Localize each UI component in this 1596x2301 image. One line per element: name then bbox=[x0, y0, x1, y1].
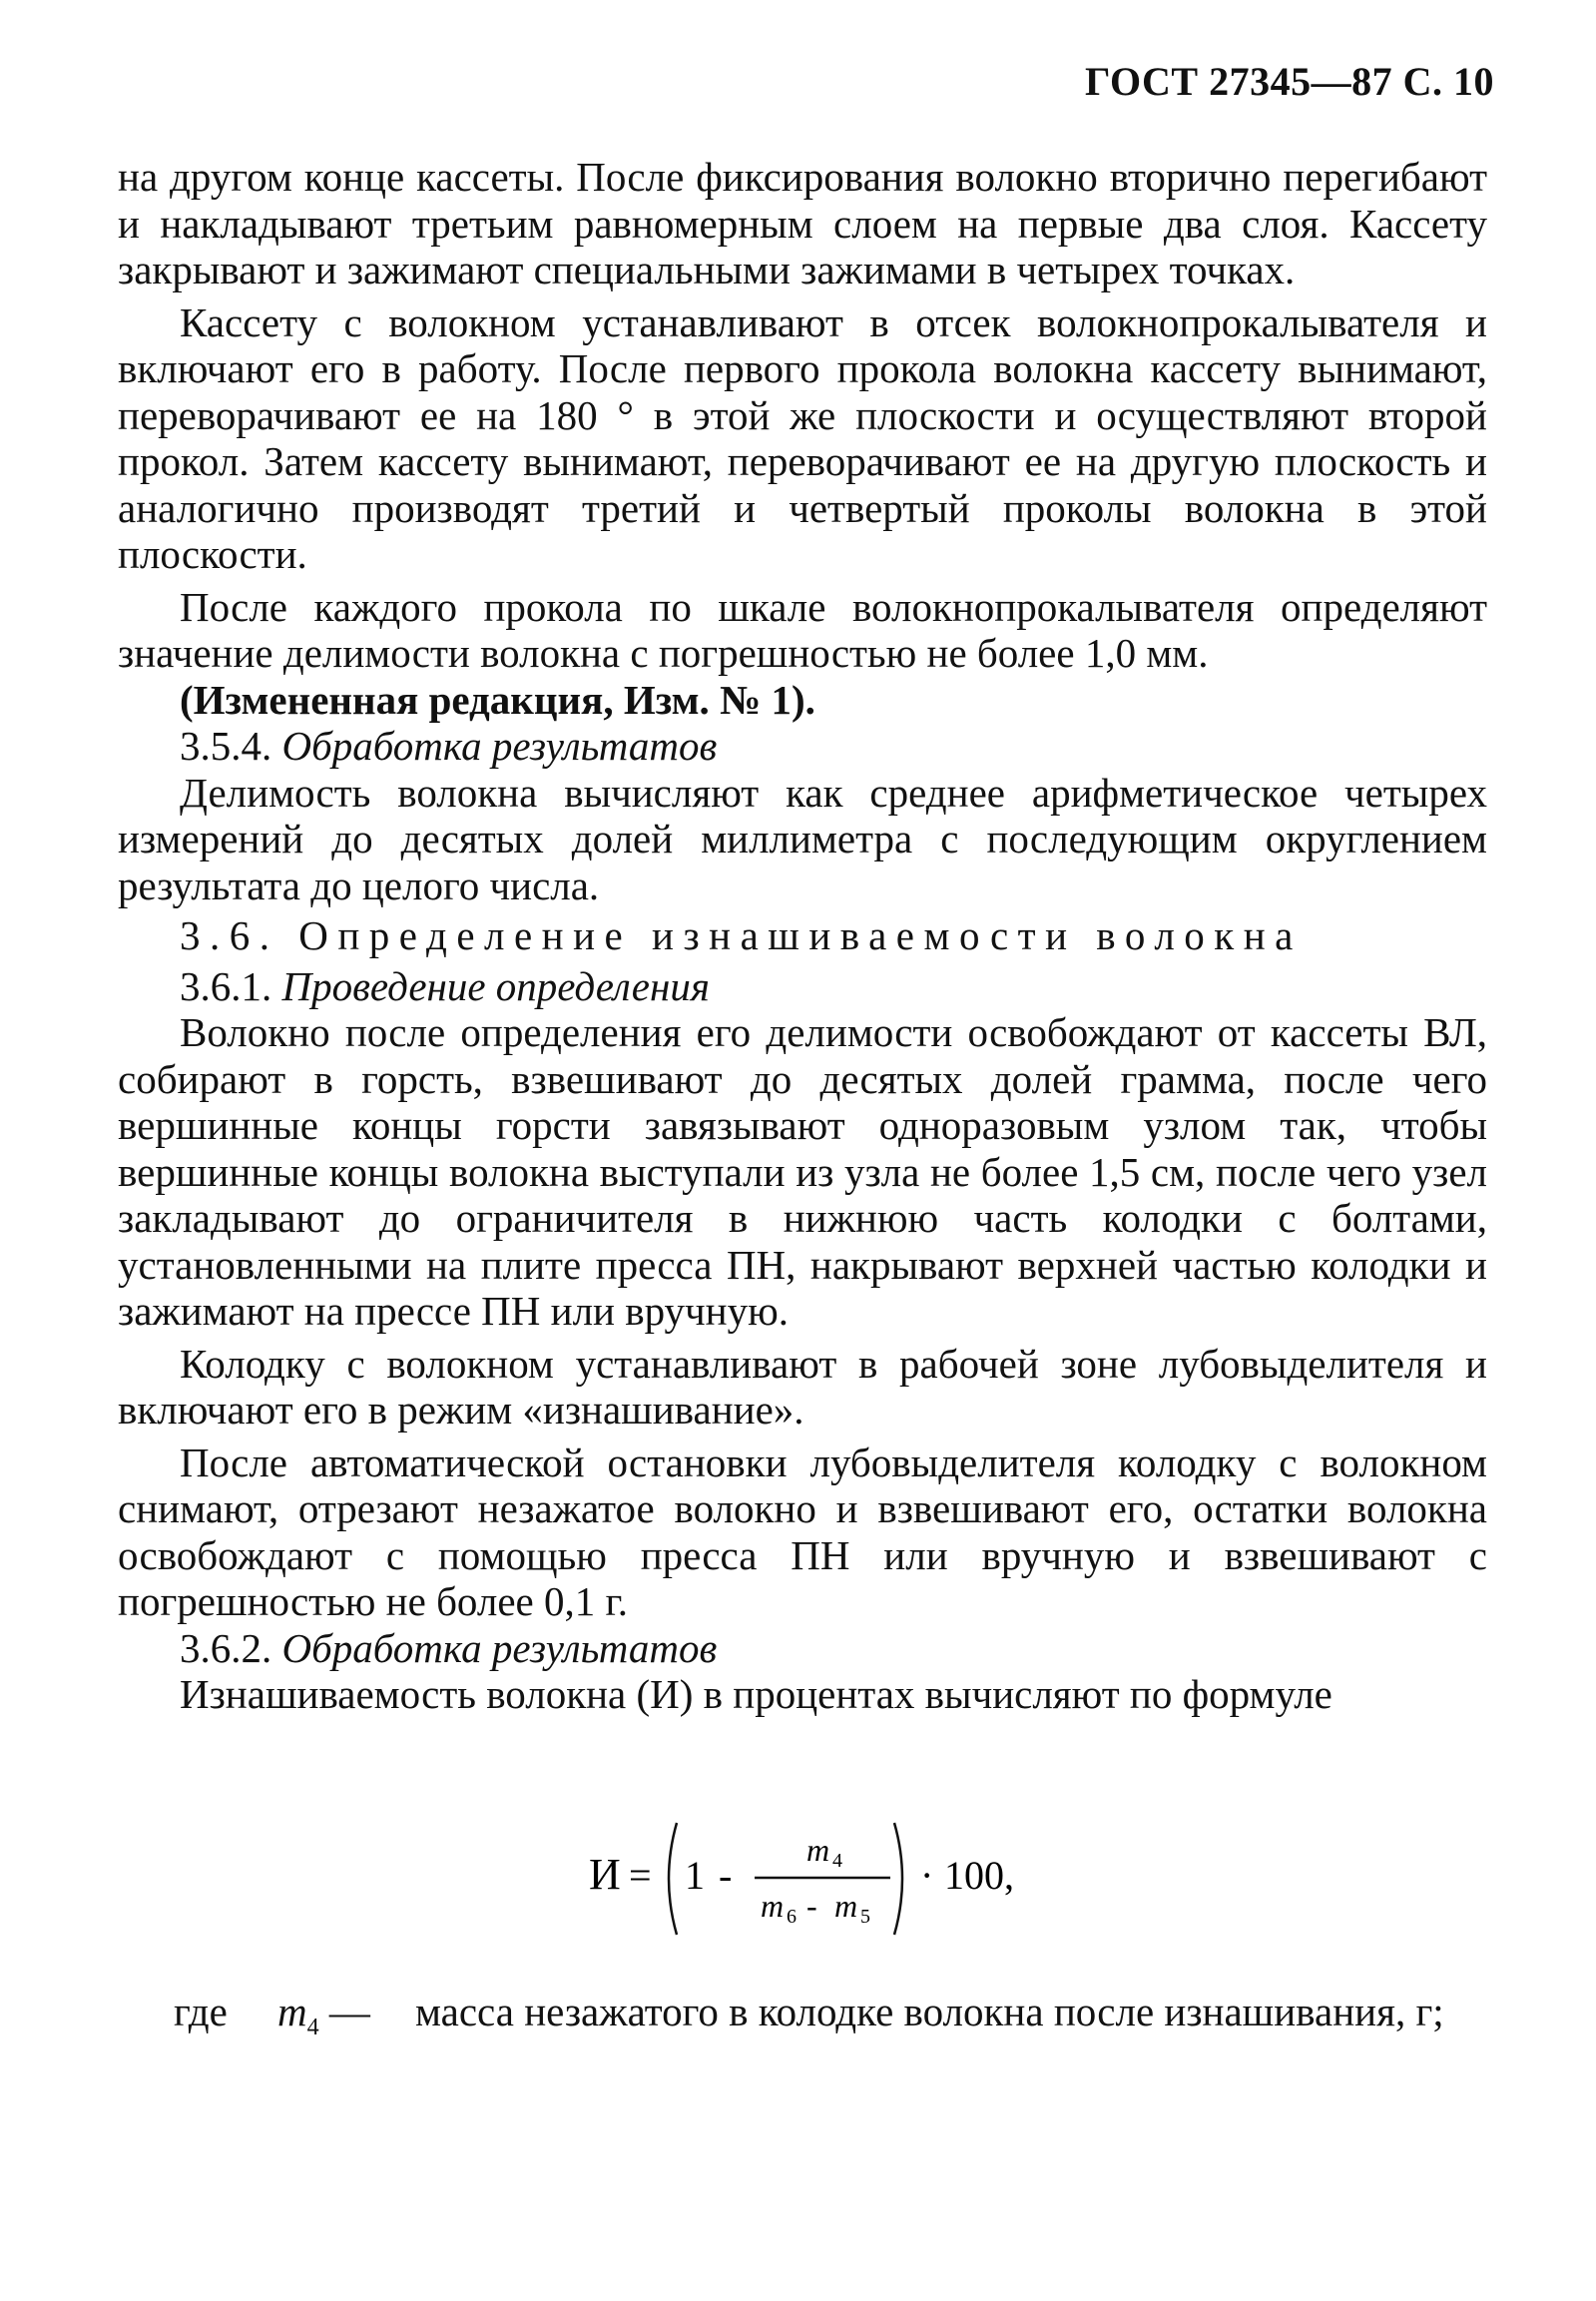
subsection-heading-3-6-2 bbox=[118, 1625, 1487, 1672]
paragraph: Кассету с волокном устанавливают в отсек волокнопрокалывателя и включают его в работу. После первого прокола волокна кассету вынимают, переворачивают ее на 180 ° в этой же плоскости и осуществляют второй прокол. Затем кассету вынимают, переворачивают ее на другую плоскость и аналогично производят третий и четвертый проколы волокна в этой плоскости. bbox=[118, 298, 1487, 577]
formula-one: 1 bbox=[685, 1853, 705, 1898]
formula-graphic bbox=[589, 1809, 1108, 1949]
subsection-number: 3.6.2. bbox=[180, 1624, 272, 1671]
paragraph: После автоматической остановки лубовыделителя колодку с волокном снимают, отрезают незажатое волокно и взвешивают его, остатки волокна освобождают с помощью пресса ПН или вручную и взвешивают с погрешностью не более 0,1 г. bbox=[118, 1438, 1487, 1624]
section-heading-3-6: 3.6. Определение изнашиваемости волокна bbox=[180, 912, 1303, 958]
left-paren bbox=[669, 1823, 677, 1935]
document-body bbox=[118, 154, 1487, 1718]
formula-minus: - bbox=[719, 1853, 733, 1898]
where-label: где bbox=[174, 1989, 228, 2034]
subsection-title: Обработка результатов bbox=[281, 1624, 718, 1671]
formula-numerator-sub: 4 bbox=[832, 1850, 842, 1872]
subsection-heading-3-6-1 bbox=[118, 963, 1487, 1010]
right-paren bbox=[894, 1823, 902, 1935]
formula-denominator-a-sub: 6 bbox=[787, 1906, 797, 1928]
variable-description: масса незажатого в колодке волокна после изнашивания, г; bbox=[415, 1989, 1444, 2034]
paragraph: После каждого прокола по шкале волокнопрокалывателя определяют значение делимости волокна с погрешностью не более 1,0 мм. bbox=[118, 583, 1487, 676]
subsection-number: 3.5.4. bbox=[180, 723, 272, 769]
page-header: ГОСТ 27345—87 С. 10 bbox=[1084, 59, 1494, 104]
wear-formula bbox=[589, 1809, 1108, 1949]
paragraph: Изнашиваемость волокна (И) в процентах вычисляют по формуле bbox=[180, 1671, 1332, 1717]
paragraph: Делимость волокна вычисляют как среднее арифметическое четырех измерений до десятых долей миллиметра с последующим округлением результата до целого числа. bbox=[118, 769, 1487, 908]
formula-times: · bbox=[920, 1853, 934, 1898]
formula-denominator-b-sub: 5 bbox=[860, 1906, 870, 1928]
variable-symbol bbox=[277, 1989, 415, 2051]
subsection-number: 3.6.1. bbox=[180, 962, 272, 1009]
variable-definition-row bbox=[174, 1989, 1487, 2051]
subsection-title: Проведение определения bbox=[281, 962, 710, 1009]
subsection-heading-3-5-4 bbox=[118, 723, 1487, 770]
formula-denominator-a: m bbox=[761, 1888, 785, 1924]
variable-symbol-letter: m bbox=[277, 1989, 307, 2034]
formula-lhs: И bbox=[589, 1850, 621, 1899]
paragraph: Волокно после определения его делимости освобождают от кассеты ВЛ, собирают в горсть, взвешивают до десятых долей грамма, после чего вершинные концы горсти завязывают одноразовым узлом так, чтобы вершинные концы волокна выступали из узла не более 1,5 см, после чего узел закладывают до ограничителя в нижнюю часть колодки с болтами, установленными на плите пресса ПН, накрывают верхней частью колодки и зажимают на прессе ПН или вручную. bbox=[118, 1009, 1487, 1334]
formula-factor: 100, bbox=[944, 1853, 1014, 1898]
subsection-title: Обработка результатов bbox=[281, 723, 718, 769]
formula-numerator: m bbox=[806, 1832, 830, 1868]
paragraph: на другом конце кассеты. После фиксирования волокно вторично перегибают и накладывают третьим равномерным слоем на первые два слоя. Кассету закрывают и зажимают специальными зажимами в четырех точках. bbox=[118, 154, 1487, 292]
variable-symbol-sub: 4 bbox=[306, 2014, 319, 2041]
formula-denominator-minus: - bbox=[806, 1888, 817, 1924]
amendment-note: (Измененная редакция, Изм. № 1). bbox=[180, 676, 815, 723]
formula-denominator-b: m bbox=[834, 1888, 858, 1924]
paragraph: Колодку с волокном устанавливают в рабочей зоне лубовыделителя и включают его в режим «изнашивание». bbox=[118, 1340, 1487, 1433]
variable-dash: — bbox=[328, 1989, 370, 2034]
variable-definitions bbox=[174, 1989, 1487, 2051]
formula-equals: = bbox=[629, 1853, 652, 1898]
